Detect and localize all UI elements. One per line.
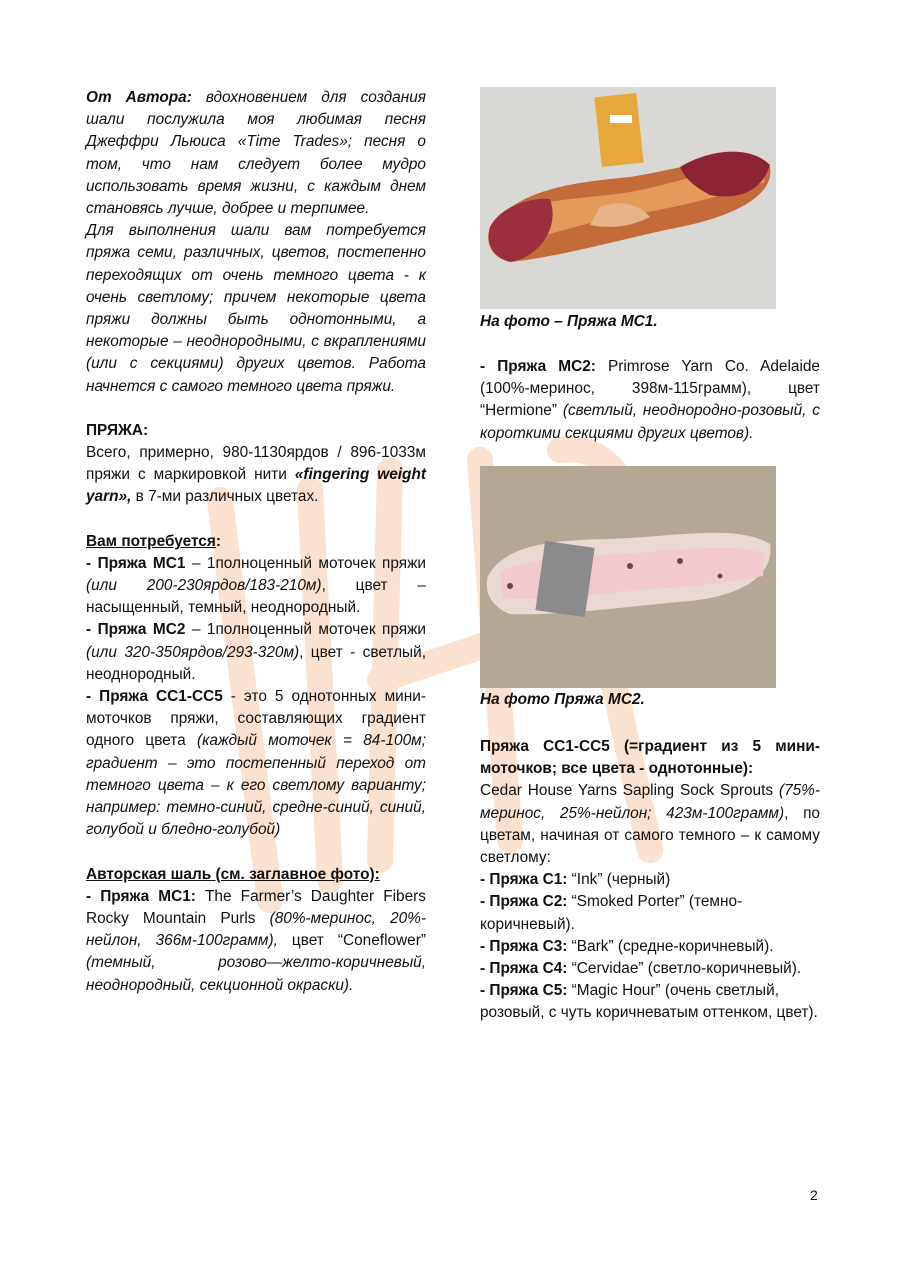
shawl-mc1-brand: The Farmer’s Daughter Fibers Rocky Mountain Purls xyxy=(86,887,426,927)
yarn-total-tail: в 7-ми различных цветах. xyxy=(131,488,319,506)
yarn-mc2-photo xyxy=(480,466,776,688)
yarn-mc1-photo xyxy=(480,87,776,309)
need-heading-colon: : xyxy=(215,532,221,550)
cc-description xyxy=(480,780,820,869)
cc-section xyxy=(480,736,820,1025)
right-mc2-label: - Пряжа МС2: xyxy=(480,358,596,375)
c1-item xyxy=(480,869,820,891)
c4-label: - Пряжа С4: xyxy=(480,960,568,978)
shawl-mc1-color: цвет “Coneflower” xyxy=(277,932,426,950)
shawl-mc1-label: - Пряжа МС1: xyxy=(86,887,196,905)
shawl-mc1-description: (темный, розово—желто-коричневый, неоднородный, секционной окраски). xyxy=(86,954,426,994)
mc2-color: , цвет - светлый, неоднородный. xyxy=(86,643,426,683)
yarn-heading: ПРЯЖА: xyxy=(86,421,149,439)
cc-heading: Пряжа СС1-СС5 (=градиент из 5 мини-моточков; все цвета - однотонные): xyxy=(480,738,820,778)
page-number: 2 xyxy=(810,1187,818,1203)
cc-label: - Пряжа СС1-СС5 xyxy=(86,688,223,706)
intro-paragraph: Для выполнения шали вам потребуется пряжа семи, различных, цветов, постепенно переходящих от очень темного цвета - к очень светлому; причем некоторые цвета пряжи должны быть однотонными, а некоторые – неоднородными, с вкраплениями (или с секциями) других цветов. Работа начнется с самого темного цвета пряжи. xyxy=(86,222,426,395)
left-column xyxy=(86,87,426,997)
c2-label: - Пряжа С2: xyxy=(480,893,568,911)
c2-text: “Smoked Porter” (темно-коричневый). xyxy=(480,893,743,933)
c5-text: “Magic Hour” (очень светлый, розовый, с чуть коричневатым оттенком, цвет). xyxy=(480,982,818,1022)
c1-label: - Пряжа С1: xyxy=(480,871,568,889)
c4-text: “Cervidae” (светло-коричневый). xyxy=(567,960,802,978)
author-label: От Автора: xyxy=(86,89,192,106)
photo2-caption: На фото Пряжа МС2. xyxy=(480,691,645,708)
c2-item xyxy=(480,891,820,935)
mc1-text: – 1полноценный моточек пряжи xyxy=(185,554,426,572)
need-mc2 xyxy=(86,619,426,686)
cc-note: (каждый моточек = 84-100м; градиент – это постепенный переход от темного цвета – к его светлому варианту; например: темно-синий, средне-синий, синий, голубой и бледно-голубой) xyxy=(86,732,426,839)
shawl-mc1 xyxy=(86,886,426,997)
shawl-heading: Авторская шаль (см. заглавное фото): xyxy=(86,865,380,883)
need-mc1 xyxy=(86,553,426,620)
mc2-text: – 1полноценный моточек пряжи xyxy=(185,621,426,639)
c5-label: - Пряжа С5: xyxy=(480,982,568,1000)
shawl-mc1-composition: (80%-меринос, 20%-нейлон, 366м-100грамм), xyxy=(86,909,426,950)
c3-label: - Пряжа С3: xyxy=(480,937,568,955)
mc2-description xyxy=(480,356,820,445)
right-mc2-note: (светлый, неоднородно-розовый, с короткими секциями других цветов). xyxy=(480,402,820,442)
c5-item xyxy=(480,980,820,1024)
mc2-amount: (или 320-350ярдов/293-320м) xyxy=(86,643,300,661)
mc1-amount: (или 200-230ярдов/183-210м) xyxy=(86,577,322,595)
mc1-label: - Пряжа МС1 xyxy=(86,554,186,572)
cc-text: - это 5 однотонных мини-моточков пряжи, составляющих градиент одного цвета xyxy=(86,688,426,750)
author-text: вдохновением для создания шали послужила моя любимая песня Джеффри Льюиса «Time Trades»; песня о том, что нам следует более мудро использовать время жизни, с каждым днем становясь лучше, добрее и терпимее. xyxy=(86,89,426,218)
need-heading-text: Вам потребуется xyxy=(86,532,216,550)
right-mc2-text: Primrose Yarn Co. Adelaide (100%-меринос, 398м-115грамм), цвет “Hermione” xyxy=(480,358,820,420)
mc1-color: , цвет – насыщенный, темный, неоднородный. xyxy=(86,577,426,617)
c3-text: “Bark” (средне-коричневый). xyxy=(567,937,774,955)
cc-order: , по цветам, начиная от самого темного – к самому светлому: xyxy=(480,804,820,867)
cc-composition: (75%-меринос, 25%-нейлон; 423м-100грамм) xyxy=(480,782,820,822)
photo1-caption: На фото – Пряжа МС1. xyxy=(480,313,658,330)
yarn-total xyxy=(86,442,426,509)
c3-item xyxy=(480,936,820,958)
author-paragraph xyxy=(86,87,426,220)
yarn-total-text: Всего, примерно, 980-1130ярдов / 896-1033м пряжи с маркировкой нити xyxy=(86,444,426,484)
yarn-weight-label: «fingering weight yarn», xyxy=(86,466,426,506)
need-heading xyxy=(86,531,426,553)
c4-item xyxy=(480,958,820,980)
mc2-label: - Пряжа МС2 xyxy=(86,621,186,639)
cc-brand: Cedar House Yarns Sapling Sock Sprouts xyxy=(480,782,779,800)
need-cc xyxy=(86,686,426,841)
c1-text: “Ink” (черный) xyxy=(567,871,671,889)
